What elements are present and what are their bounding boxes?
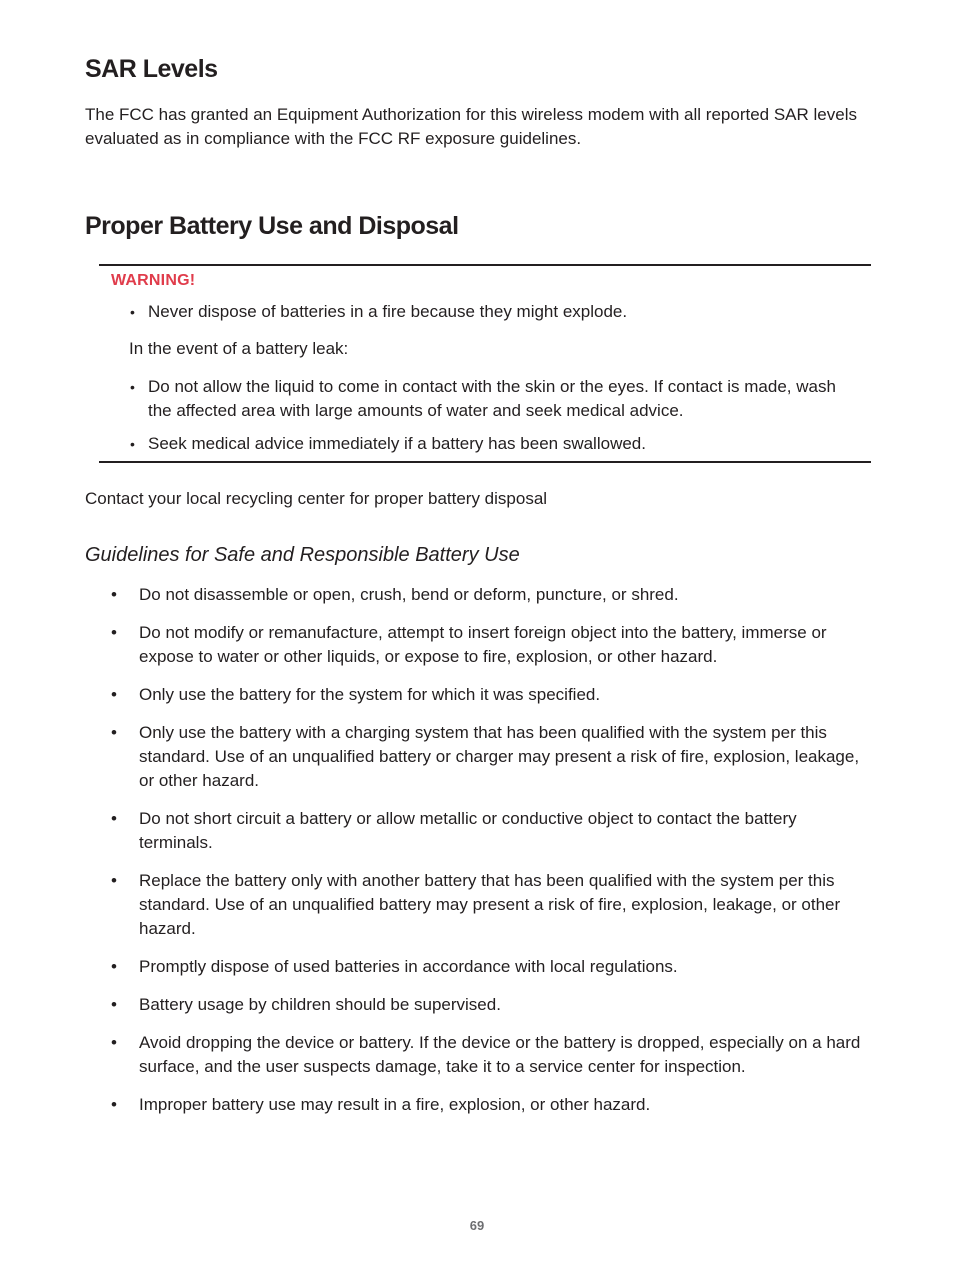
- guideline-text: Promptly dispose of used batteries in accordance with local regulations.: [139, 957, 678, 976]
- guideline-text: Only use the battery for the system for which it was specified.: [139, 685, 601, 704]
- bullet-icon: •: [111, 995, 117, 1014]
- bullet-icon: •: [111, 809, 117, 828]
- bullet-icon: •: [111, 585, 117, 604]
- guideline-item: [110, 721, 875, 793]
- warning-bullet-text: Never dispose of batteries in a fire because they might explode.: [148, 302, 628, 321]
- warning-label: WARNING!: [111, 272, 196, 289]
- recycling-paragraph: Contact your local recycling center for proper battery disposal: [85, 489, 548, 508]
- page-number: 69: [469, 1218, 485, 1233]
- guideline-text: Do not short circuit a battery or allow metallic or conductive object to contact the battery terminals.: [139, 809, 797, 852]
- battery-section-heading: Proper Battery Use and Disposal: [85, 212, 459, 240]
- bullet-icon: •: [111, 1033, 117, 1052]
- warning-bullet: [130, 432, 840, 456]
- guideline-item: [110, 955, 875, 979]
- warning-bullet-text: Do not allow the liquid to come in contact with the skin or the eyes. If contact is made, wash the affected area with large amounts of water and seek medical advice.: [148, 377, 836, 420]
- guideline-text: Improper battery use may result in a fire, explosion, or other hazard.: [139, 1095, 651, 1114]
- guideline-item: [110, 683, 875, 707]
- guideline-text: Do not modify or remanufacture, attempt to insert foreign object into the battery, immerse or expose to water or other liquids, or expose to fire, explosion, or other hazard.: [139, 623, 827, 666]
- guideline-item: [110, 583, 875, 607]
- sar-levels-heading: SAR Levels: [85, 55, 218, 83]
- warning-bullet-text: Seek medical advice immediately if a battery has been swallowed.: [148, 434, 646, 453]
- bullet-icon: •: [130, 304, 135, 320]
- warning-bullet: [130, 375, 840, 423]
- bullet-icon: •: [111, 957, 117, 976]
- bullet-icon: •: [111, 871, 117, 890]
- guideline-text: Replace the battery only with another battery that has been qualified with the system per this standard. Use of an unqualified battery may present a risk of fire, explosion, leakage, or other hazard.: [139, 871, 841, 938]
- guideline-item: [110, 807, 875, 855]
- guideline-item: [110, 1031, 875, 1079]
- guideline-text: Battery usage by children should be supervised.: [139, 995, 501, 1014]
- warning-bullet: [130, 300, 840, 324]
- bullet-icon: •: [111, 685, 117, 704]
- sar-levels-paragraph: The FCC has granted an Equipment Authorization for this wireless modem with all reported SAR levels evaluated as in compliance with the FCC RF exposure guidelines.: [85, 105, 857, 148]
- guidelines-list: [110, 583, 875, 1131]
- guideline-text: Do not disassemble or open, crush, bend or deform, puncture, or shred.: [139, 585, 679, 604]
- guideline-item: [110, 621, 875, 669]
- guideline-item: [110, 1093, 875, 1117]
- warning-leak-intro: In the event of a battery leak:: [129, 339, 349, 358]
- guideline-text: Avoid dropping the device or battery. If the device or the battery is dropped, especially on a hard surface, and the user suspects damage, take it to a service center for inspection.: [139, 1033, 861, 1076]
- bullet-icon: •: [130, 379, 135, 395]
- guideline-item: [110, 993, 875, 1017]
- guidelines-heading: Guidelines for Safe and Responsible Battery Use: [85, 544, 520, 566]
- guideline-item: [110, 869, 875, 941]
- bullet-icon: •: [111, 623, 117, 642]
- bullet-icon: •: [111, 723, 117, 742]
- bullet-icon: •: [111, 1095, 117, 1114]
- bullet-icon: •: [130, 436, 135, 452]
- warning-box: [99, 264, 871, 463]
- guideline-text: Only use the battery with a charging system that has been qualified with the system per this standard. Use of an unqualified battery or charger may present a risk of fire, explosion, leakage, or other hazard.: [139, 723, 860, 790]
